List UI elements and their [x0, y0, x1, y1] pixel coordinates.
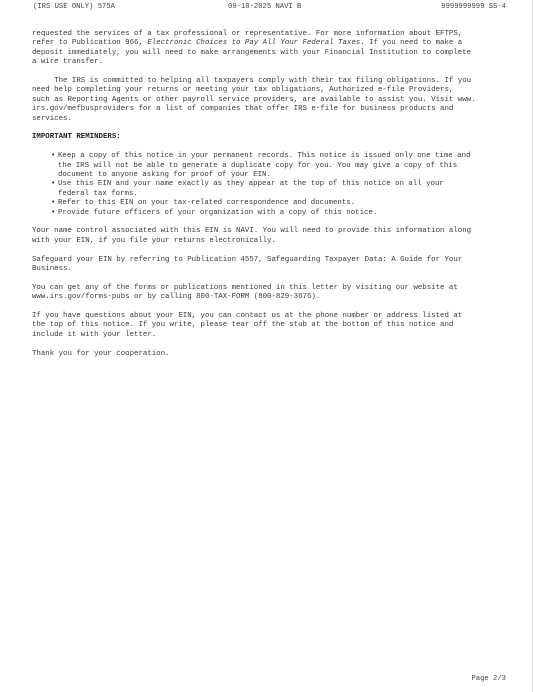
safeguard-paragraph [32, 256, 508, 275]
forms-paragraph [32, 284, 508, 303]
eftps-line-text: . If you need to make a [360, 39, 463, 48]
paragraph-gap [32, 68, 508, 77]
name-control-paragraph [32, 227, 508, 246]
closing-line: Thank you for your cooperation. [32, 349, 170, 358]
reminder-line: federal tax forms. [58, 189, 138, 198]
reminder-line: the IRS will not be able to generate a duplicate copy for you. You may give a copy of this [58, 161, 458, 170]
reminder-item [51, 152, 508, 180]
paragraph-gap [32, 340, 508, 349]
header-date-name: 09-18-2025 NAVI B [228, 3, 302, 11]
questions-line: If you have questions about your EIN, you can contact us at the phone number or address listed at [32, 312, 463, 321]
forms-line: You can get any of the forms or publications mentioned in this letter by visiting our website at [32, 283, 458, 292]
page-header [0, 3, 533, 15]
questions-line: include it with your letter. [32, 330, 157, 339]
eftps-line: requested the services of a tax professional or representative. For more information about EFTPS, [32, 30, 463, 38]
reminder-line: • Use this EIN and your name exactly as they appear at the top of this notice on all your [58, 180, 444, 189]
paragraph-gap [32, 303, 508, 312]
reminders-list [32, 152, 508, 218]
safeguard-line: Safeguard your EIN by referring to Publication 4557, Safeguarding Taxpayer Data: A Guide for Your [32, 255, 463, 264]
reminder-line: • Keep a copy of this notice in your permanent records. This notice is issued only one time and [58, 152, 471, 161]
page-number: Page 2/3 [471, 674, 506, 683]
questions-paragraph [32, 312, 508, 340]
eftps-line [32, 39, 508, 48]
committed-line: The IRS is committed to helping all taxpayers comply with their tax filing obligations. If you [32, 77, 472, 86]
name-control-line: Your name control associated with this EIN is NAVI. You will need to provide this information along [32, 227, 472, 236]
committed-line: services. [32, 114, 72, 123]
eftps-line: deposit immediately, you will need to make arrangements with your Financial Institution to complete [32, 48, 472, 57]
reminder-line: • Refer to this EIN on your tax-related correspondence and documents. [58, 199, 356, 208]
forms-line: www.irs.gov/forms-pubs or by calling 800-TAX-FORM (800-829-3676). [32, 293, 321, 302]
reminders-heading: IMPORTANT REMINDERS: [32, 133, 121, 142]
letter-body [32, 30, 508, 359]
committed-paragraph [32, 77, 508, 124]
paragraph-gap [32, 218, 508, 227]
questions-line: the top of this notice. If you write, please tear off the stub at the bottom of this notice and [32, 321, 454, 330]
paragraph-gap [32, 143, 508, 152]
name-control-line: with your EIN, if you file your returns electronically. [32, 236, 276, 245]
safeguard-line: Business. [32, 265, 72, 274]
paragraph-gap [32, 274, 508, 283]
eftps-line: a wire transfer. [32, 58, 103, 67]
reminder-line: document to anyone asking for proof of your EIN. [58, 171, 271, 180]
paragraph-gap [32, 124, 508, 133]
header-form-code: (IRS USE ONLY) 575A [33, 3, 115, 11]
header-id-number: 9999999999 SS-4 [441, 3, 506, 11]
reminder-item [51, 209, 508, 218]
publication-title: Electronic Choices to Pay All Your Federal Taxes [147, 39, 361, 48]
eftps-paragraph [32, 30, 508, 68]
reminder-item [51, 199, 508, 208]
committed-line: need help completing your returns or meeting your tax obligations, Authorized e-file Providers, [32, 86, 454, 95]
reminder-item [51, 180, 508, 199]
eftps-line-text: refer to Publication 966, [32, 39, 148, 48]
committed-line: such as Reporting Agents or other payroll service providers, are available to assist you. Visit www. [32, 95, 476, 104]
paragraph-gap [32, 246, 508, 255]
committed-line: irs.gov/mefbusproviders for a list of companies that offer IRS e-file for business products and [32, 105, 454, 114]
reminder-line: • Provide future officers of your organization with a copy of this notice. [58, 208, 378, 217]
